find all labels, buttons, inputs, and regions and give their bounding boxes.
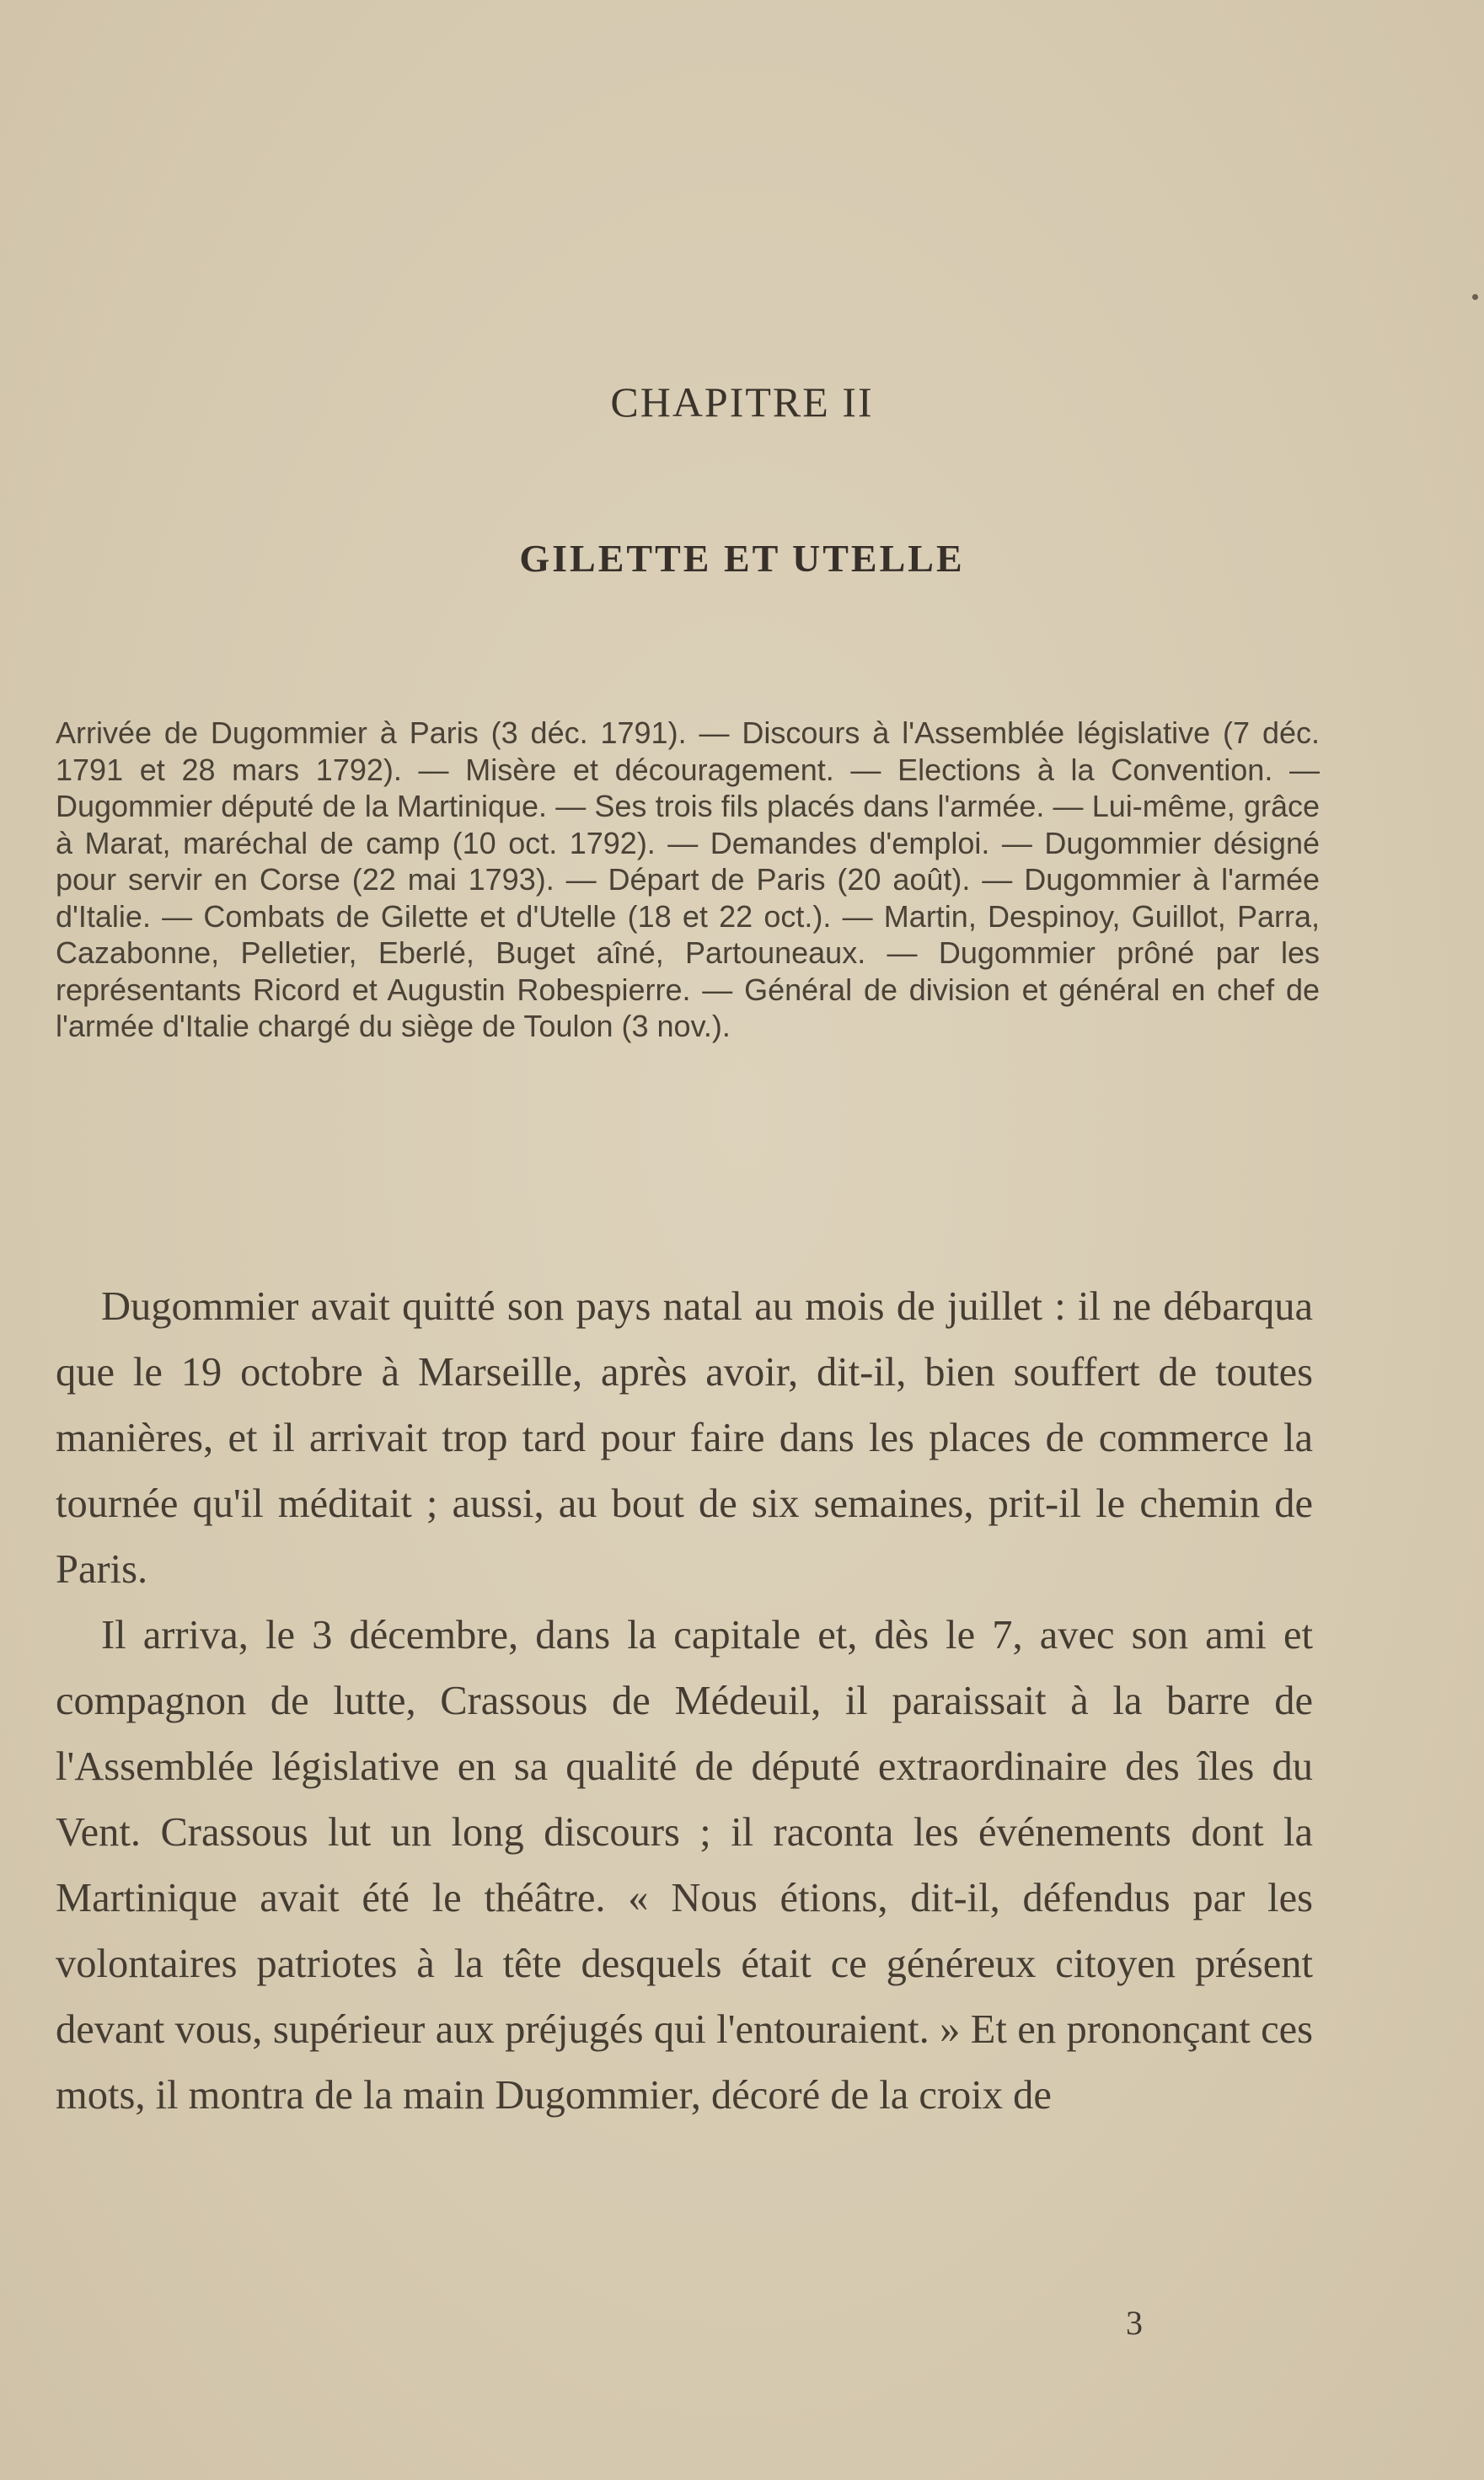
body-text [56, 1274, 1313, 2129]
chapter-title: GILETTE ET UTELLE [519, 537, 965, 580]
paragraph: Dugommier avait quitté son pays natal au mois de juillet : il ne débarqua que le 19 octobre à Marseille, après avoir, dit-il, bien souffert de toutes manières, et il arrivait trop tard pour faire dans les places de commerce la tournée qu'il méditait ; aussi, au bout de six semaines, prit-il le chemin de Paris. [56, 1284, 1313, 1592]
page-number: 3 [1126, 2304, 1143, 2342]
ink-speck [1472, 294, 1478, 300]
paragraph: Il arriva, le 3 décembre, dans la capitale et, dès le 7, avec son ami et compagnon de lutte, Crassous de Médeuil, il paraissait à la barre de l'Assemblée législative en sa qualité de député extraordinaire des îles du Vent. Crassous lut un long discours ; il raconta les événements dont la Martinique avait été le théâtre. « Nous étions, dit-il, défendus par les volontaires patriotes à la tête desquels était ce généreux citoyen présent devant vous, supérieur aux préjugés qui l'entouraient. » Et en prononçant ces mots, il montra de la main Dugommier, décoré de la croix de [56, 1613, 1313, 2118]
chapter-summary: Arrivée de Dugommier à Paris (3 déc. 1791). — Discours à l'Assemblée législative (7 déc. 1791 et 28 mars 1792). — Misère et découragement. — Elections à la Convention. — Dugommier député de la Martinique. — Ses trois fils placés dans l'armée. — Lui-même, grâce à Marat, maréchal de camp (10 oct. 1792). — Demandes d'emploi. — Dugommier désigné pour servir en Corse (22 mai 1793). — Départ de Paris (20 août). — Dugommier à l'armée d'Italie. — Combats de Gilette et d'Utelle (18 et 22 oct.). — Martin, Despinoy, Guillot, Parra, Cazabonne, Pelletier, Eberlé, Buget aîné, Partouneaux. — Dugommier prôné par les représentants Ricord et Augustin Robespierre. — Général de division et général en chef de l'armée d'Italie chargé du siège de Toulon (3 nov.). [56, 715, 1320, 1043]
chapter-heading: CHAPITRE II [610, 378, 874, 426]
